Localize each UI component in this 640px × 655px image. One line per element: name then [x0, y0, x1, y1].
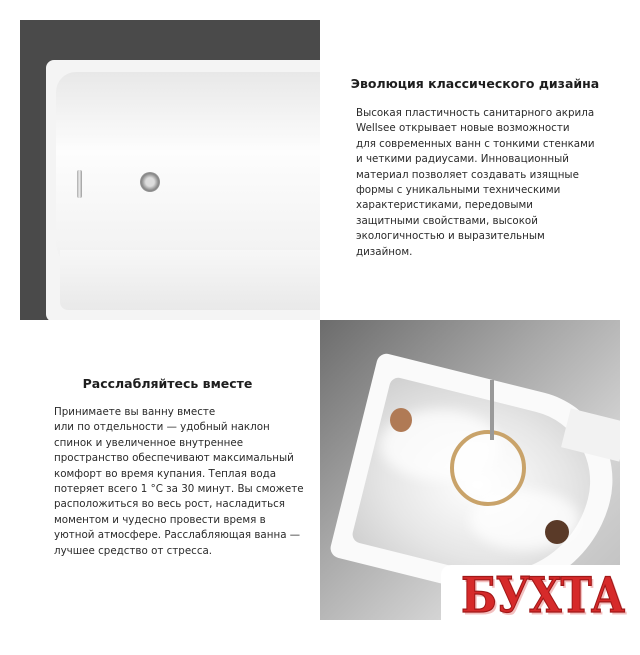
- section1-body: [356, 106, 595, 260]
- drain: [140, 172, 160, 192]
- text-line: и четкими радиусами. Инновационный: [356, 153, 569, 166]
- text-line: потеряет всего 1 °C за 30 минут. Вы сможете: [54, 483, 304, 496]
- text-line: комфорт во время купания. Теплая вода: [54, 467, 277, 480]
- text-line: материал позволяет создавать изящные: [356, 168, 579, 181]
- text-line: уютной атмосфере. Расслабляющая ванна —: [54, 529, 301, 542]
- person-head: [390, 408, 412, 432]
- text-line: характеристиками, передовыми: [356, 199, 533, 212]
- faucet: [490, 380, 494, 440]
- text-line: Wellsee открывает новые возможности: [356, 122, 570, 135]
- text-line: пространство обеспечивают максимальный: [54, 452, 294, 465]
- text-line: спинок и увеличенное внутреннее: [54, 436, 244, 449]
- section1-title: Эволюция классического дизайна: [350, 76, 600, 91]
- text-line: Принимаете вы ванну вместе: [54, 406, 216, 418]
- person-head: [545, 520, 569, 544]
- text-line: моментом и чудесно провести время в: [54, 513, 266, 526]
- tub-basin: [56, 72, 320, 272]
- text-line: защитными свойствами, высокой: [356, 214, 538, 227]
- text-line: дизайном.: [356, 245, 413, 258]
- text-line: формы с уникальными техническими: [356, 184, 561, 197]
- text-line: расположиться во весь рост, насладиться: [54, 498, 286, 511]
- logo-badge: [441, 565, 640, 655]
- tub-shelf: [60, 250, 320, 310]
- overflow-fitting: [77, 170, 82, 198]
- text-line: Высокая пластичность санитарного акрила: [356, 107, 595, 119]
- clock-icon: [450, 430, 526, 506]
- section2-body: [54, 405, 304, 559]
- text-line: или по отдельности — удобный наклон: [54, 421, 270, 434]
- section2-title: Расслабляйтесь вместе: [82, 376, 253, 391]
- logo: БУХТА: [461, 567, 625, 624]
- text-line: для современных ванн с тонкими стенками: [356, 137, 595, 150]
- text-line: экологичностью и выразительным: [356, 230, 545, 243]
- bathtub-photo: [20, 20, 320, 320]
- text-line: лучшее средство от стресса.: [54, 544, 213, 557]
